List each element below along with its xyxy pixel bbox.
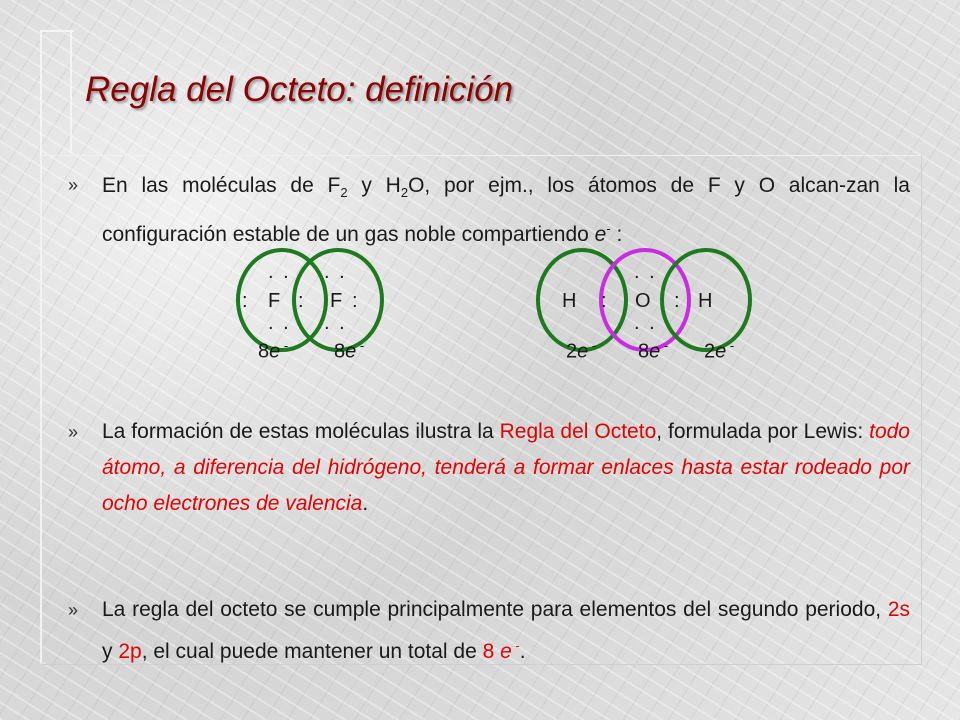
f1-top-pair: . . xyxy=(268,261,291,283)
atom-o: O xyxy=(635,290,651,312)
rule-name: Regla del Octeto xyxy=(499,420,657,443)
paragraph-period: La regla del octeto se cumple principalmente para elementos del segundo periodo, 2s y 2p, el cual puede mantener un total de 8 e -. xyxy=(102,598,910,663)
shared-pair-ff: : xyxy=(298,290,304,312)
paragraph-intro: En las moléculas de $F_2$ y $H_2O$, por ejm., los átomos de F y O alcan-zan la configuración estable de un gas noble compartiendo e- : xyxy=(102,174,910,247)
paragraph-rule: La formación de estas moléculas ilustra la Regla del Octeto, formulada por Lewis: todo átomo, a diferencia del hidrógeno, tenderá a formar enlaces hasta estar rodeado por ocho electrones de valencia. xyxy=(102,420,910,515)
f1-electron-count: 8e - xyxy=(258,338,289,363)
f2-top-pair: . . xyxy=(324,261,347,283)
lewis-quote: todo átomo, a diferencia del hidrógeno, tenderá a formar enlaces hasta estar rodeado por ocho electrones de valencia xyxy=(102,420,910,515)
shared-pair-ho: : xyxy=(601,290,607,312)
o-bottom-pair: . . xyxy=(634,312,657,334)
h2-electron-count: 2e - xyxy=(704,338,735,363)
f1-left-pair: : xyxy=(242,290,248,312)
f2-bottom-pair: . . xyxy=(324,312,347,334)
slide-title: Regla del Octeto: definición xyxy=(85,70,514,109)
shared-pair-oh: : xyxy=(674,290,680,312)
atom-h1: H xyxy=(562,290,577,312)
atom-h2: H xyxy=(698,290,713,312)
o-electron-count: 8e - xyxy=(638,338,669,363)
bullet-marker: » xyxy=(68,422,79,442)
bullet-marker: » xyxy=(68,175,79,195)
atom-f2: F xyxy=(330,290,343,312)
f2-right-pair: : xyxy=(352,290,358,312)
bullet-marker: » xyxy=(68,600,79,620)
atom-f1: F xyxy=(268,290,281,312)
h1-electron-count: 2e - xyxy=(566,338,597,363)
o-top-pair: . . xyxy=(634,261,657,283)
f2-electron-count: 8e - xyxy=(334,338,365,363)
f1-bottom-pair: . . xyxy=(268,312,291,334)
